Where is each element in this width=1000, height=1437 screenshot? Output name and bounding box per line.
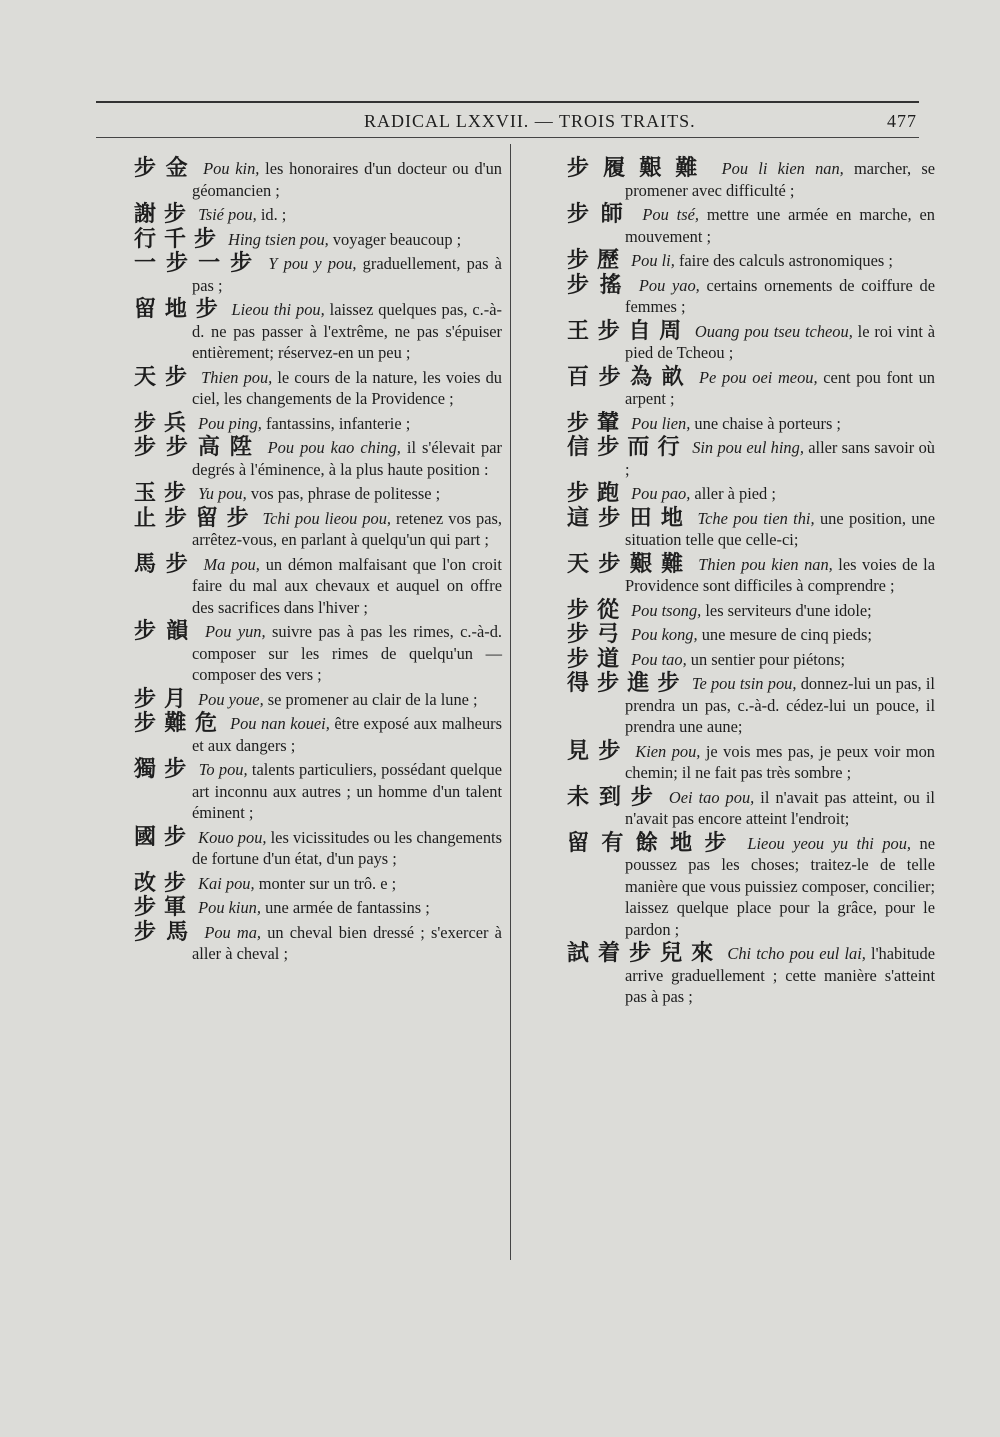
entry-definition: talents particuliers, possédant quelque art inconnu aux autres ; un homme d'un talent éminent ; <box>192 760 502 822</box>
entry-definition: le cours de la nature, les voies du ciel, les changements de la Providence ; <box>192 367 502 408</box>
dictionary-entry <box>134 253 502 296</box>
dictionary-entry <box>134 897 502 919</box>
entry-chinese: 未到步 <box>567 784 663 810</box>
entry-chinese: 王步自周 <box>567 318 690 344</box>
entry-definition: les serviteurs d'une idole; <box>705 600 872 620</box>
entry-romanization: Chi tcho pou eul lai, <box>727 944 866 963</box>
entry-chinese: 天步艱難 <box>567 551 693 577</box>
entry-chinese: 國步 <box>134 824 195 850</box>
dictionary-entry <box>134 364 502 410</box>
dictionary-entry <box>134 299 502 364</box>
entry-romanization: Lieou thi pou, <box>231 300 325 319</box>
entry-definition: une position, une situation telle que celle-ci; <box>625 508 935 549</box>
entry-chinese: 步履艱難 <box>567 156 712 181</box>
entry-definition: aller à pied ; <box>694 484 776 503</box>
dictionary-entry <box>134 158 502 201</box>
entry-definition: il s'élevait par degrés à l'éminence, à la plus haute position : <box>192 438 502 479</box>
header-rule-top <box>96 101 919 103</box>
dictionary-entry <box>134 437 502 480</box>
dictionary-entry <box>134 204 502 226</box>
entry-chinese: 步金 <box>134 156 198 181</box>
entry-chinese: 百步為畝 <box>567 364 694 390</box>
entry-romanization: Pe pou oei meou, <box>699 367 818 387</box>
entry-chinese: 步歷 <box>567 248 628 273</box>
entry-definition: faire des calculs astronomiques ; <box>678 251 893 270</box>
entry-chinese: 步難危 <box>134 711 226 736</box>
entry-definition: graduellement, pas à pas ; <box>192 254 502 295</box>
entry-chinese: 步弓 <box>567 622 628 647</box>
entry-definition: l'habitude arrive graduellement ; cette manière s'atteint pas à pas ; <box>625 944 935 1006</box>
dictionary-entry <box>134 824 502 870</box>
entry-definition: vos pas, phrase de politesse ; <box>250 484 441 503</box>
entry-definition: un cheval bien dressé ; s'exercer à aller à cheval ; <box>192 922 502 963</box>
entry-romanization: Ma pou, <box>203 554 260 574</box>
entry-chinese: 得步進步 <box>567 671 688 696</box>
entry-romanization: Kai pou, <box>198 873 255 893</box>
entry-romanization: Thien pou kien nan, <box>698 554 833 574</box>
dictionary-entry <box>567 364 935 410</box>
entry-definition: un sentier pour piétons; <box>690 649 846 669</box>
entry-definition: cent pou font un arpent ; <box>625 367 935 408</box>
dictionary-entry <box>134 870 502 896</box>
entry-chinese: 步韻 <box>134 619 199 644</box>
entry-definition: suivre pas à pas les rimes, c.-à-d. composer sur les rimes de quelqu'un — composer des vers ; <box>192 622 502 684</box>
entry-romanization: Yu pou, <box>198 484 247 503</box>
dictionary-entry <box>567 318 936 364</box>
entry-chinese: 信步而行 <box>567 435 688 460</box>
column-divider <box>510 144 511 1260</box>
dictionary-entry <box>567 204 935 247</box>
dictionary-entry <box>134 410 502 436</box>
entry-romanization: Sin pou eul hing, <box>692 438 804 457</box>
dictionary-entry <box>134 621 502 686</box>
entry-romanization: Pou kiun, <box>198 898 261 917</box>
entry-chinese: 謝步 <box>134 202 195 227</box>
entry-chinese: 見步 <box>567 738 630 764</box>
dictionary-entry <box>567 673 935 738</box>
entry-definition: voyager beaucoup ; <box>332 229 462 249</box>
entry-romanization: Pou kong, <box>631 625 698 644</box>
entry-definition: un démon malfaisant que l'on croit faire du mal aux chevaux et auquel on offre des sacrifices dans l'hiver ; <box>192 554 502 617</box>
entry-chinese: 獨步 <box>134 757 195 782</box>
entry-romanization: Pou pao, <box>631 484 691 503</box>
entry-definition: le roi vint à pied de Tcheou ; <box>625 321 936 362</box>
dictionary-entry <box>567 437 935 480</box>
dictionary-entry <box>134 919 502 965</box>
entry-romanization: Oei tao pou, <box>668 787 755 807</box>
dictionary-entry <box>134 713 502 756</box>
entry-definition: les vicissitudes ou les changements de fortune d'un état, d'un pays ; <box>192 827 502 868</box>
entry-chinese: 步道 <box>567 646 628 672</box>
dictionary-entry <box>567 505 935 551</box>
entry-chinese: 步步高陞 <box>134 435 262 460</box>
dictionary-entry <box>567 158 935 201</box>
page-number: 477 <box>887 111 917 131</box>
entry-chinese: 一步一步 <box>134 251 263 276</box>
entry-romanization: Lieou yeou yu thi pou, <box>747 833 912 853</box>
entry-romanization: Pou pou kao ching, <box>267 438 401 457</box>
entry-chinese: 改步 <box>134 870 195 896</box>
entry-definition: laissez quelques pas, c.-à-d. ne pas passer à l'extrême, ne pas s'épuiser entièrement; réservez-en un peu ; <box>192 300 502 362</box>
entry-definition: une chaise à porteurs ; <box>694 413 841 433</box>
entry-romanization: Te pou tsin pou, <box>691 674 797 693</box>
entry-definition: monter sur un trô. e ; <box>258 873 397 893</box>
entry-romanization: Thien pou, <box>201 367 273 387</box>
entry-romanization: Kien pou, <box>635 741 701 761</box>
dictionary-entry <box>567 646 935 672</box>
dictionary-entry <box>134 551 502 619</box>
dictionary-entry <box>567 943 935 1008</box>
entry-definition: donnez-lui un pas, il prendra un pas, c.-à-d. cédez-lui un pouce, il prendra une aune; <box>625 674 935 736</box>
entry-chinese: 步兵 <box>134 410 195 436</box>
running-head <box>96 111 919 133</box>
dictionary-entry <box>134 686 502 712</box>
entry-definition: id. ; <box>260 205 287 224</box>
entry-romanization: Pou tsé, <box>642 205 699 224</box>
dictionary-entry <box>134 226 502 252</box>
entry-romanization: Pou li kien nan, <box>721 159 844 178</box>
entry-romanization: Pou ping, <box>198 413 262 433</box>
entry-chinese: 步搖 <box>567 272 633 298</box>
entry-definition: il n'avait pas atteint, ou il n'avait pas encore atteint l'endroit; <box>625 787 935 828</box>
entry-chinese: 留有餘地步 <box>567 830 739 856</box>
dictionary-entry <box>567 624 935 646</box>
dictionary-entry <box>567 551 935 597</box>
entry-chinese: 止步留步 <box>134 505 258 531</box>
entry-chinese: 留地步 <box>134 297 227 322</box>
entry-definition: les honoraires d'un docteur ou d'un géomancien ; <box>192 159 502 200</box>
entry-definition: certains ornements de coiffure de femmes ; <box>625 275 935 316</box>
entry-romanization: Y pou y pou, <box>268 254 357 273</box>
dictionary-entry <box>567 738 935 784</box>
entry-romanization: Pou kin, <box>203 159 260 178</box>
entry-chinese: 馬步 <box>134 551 198 577</box>
entry-romanization: Pou tsong, <box>631 600 702 620</box>
entry-definition: être exposé aux malheurs et aux dangers ; <box>192 714 502 755</box>
header-rule-bottom <box>96 137 919 138</box>
entry-romanization: Pou youe, <box>198 689 264 709</box>
entry-romanization: Pou lien, <box>631 413 691 433</box>
entry-chinese: 步從 <box>567 597 628 623</box>
entry-chinese: 玉步 <box>134 481 195 506</box>
entry-definition: les voies de la Providence sont difficiles à comprendre ; <box>625 554 935 595</box>
entry-romanization: Pou ma, <box>204 922 262 942</box>
entry-definition: marcher, se promener avec difficulté ; <box>625 159 935 200</box>
dictionary-entry <box>134 505 502 551</box>
entry-chinese: 步師 <box>567 202 635 227</box>
entry-definition: ne poussez pas les choses; traitez-le de telle manière que vous puissiez composer, concilier; laissez quelque place pour la grâce, pour le pardon ; <box>625 833 935 939</box>
dictionary-entry <box>567 483 935 505</box>
entry-definition: fantassins, infanterie ; <box>265 413 411 433</box>
entry-romanization: Pou tao, <box>631 649 687 669</box>
entry-romanization: Pou li, <box>631 251 675 270</box>
entry-definition: je vois mes pas, je peux voir mon chemin; il ne fait pas très sombre ; <box>625 741 935 782</box>
entry-definition: retenez vos pas, arrêtez-vous, en parlant à quelqu'un qui part ; <box>192 508 502 549</box>
entry-chinese: 這步田地 <box>567 505 693 531</box>
entry-romanization: Ouang pou tseu tcheou, <box>694 321 853 341</box>
entry-definition: se promener au clair de la lune ; <box>267 689 478 709</box>
left-column <box>134 158 502 968</box>
entry-definition: une armée de fantassins ; <box>265 898 430 917</box>
entry-chinese: 步輦 <box>567 410 628 436</box>
dictionary-entry <box>134 483 502 505</box>
dictionary-entry <box>567 250 935 272</box>
entry-definition: mettre une armée en marche, en mouvement ; <box>625 205 935 246</box>
entry-romanization: To pou, <box>198 760 248 779</box>
entry-chinese: 天步 <box>134 364 197 390</box>
dictionary-entry <box>567 410 935 436</box>
right-column <box>567 158 935 1011</box>
running-head-title: RADICAL LXXVII. — TROIS TRAITS. <box>364 111 696 131</box>
entry-romanization: Pou yao, <box>638 275 700 295</box>
dictionary-entry <box>567 272 935 318</box>
entry-definition: une mesure de cinq pieds; <box>701 625 872 644</box>
entry-definition: aller sans savoir où ; <box>625 438 935 479</box>
entry-chinese: 步跑 <box>567 481 628 506</box>
entry-romanization: Pou nan kouei, <box>230 714 330 733</box>
dictionary-entry <box>134 759 502 824</box>
entry-romanization: Pou yun, <box>205 622 266 641</box>
entry-chinese: 步月 <box>134 686 195 712</box>
entry-romanization: Kouo pou, <box>198 827 267 847</box>
entry-chinese: 步馬 <box>134 919 199 945</box>
entry-chinese: 步軍 <box>134 895 195 920</box>
entry-romanization: Tsié pou, <box>198 205 257 224</box>
dictionary-entry <box>567 784 935 830</box>
dictionary-entry <box>567 597 935 623</box>
entry-romanization: Hing tsien pou, <box>228 229 329 249</box>
dictionary-entry <box>567 830 935 941</box>
entry-romanization: Tche pou tien thi, <box>697 508 815 528</box>
entry-romanization: Tchi pou lieou pou, <box>262 508 392 528</box>
entry-chinese: 行千步 <box>134 226 225 252</box>
entry-chinese: 試着步兒來 <box>567 941 723 966</box>
